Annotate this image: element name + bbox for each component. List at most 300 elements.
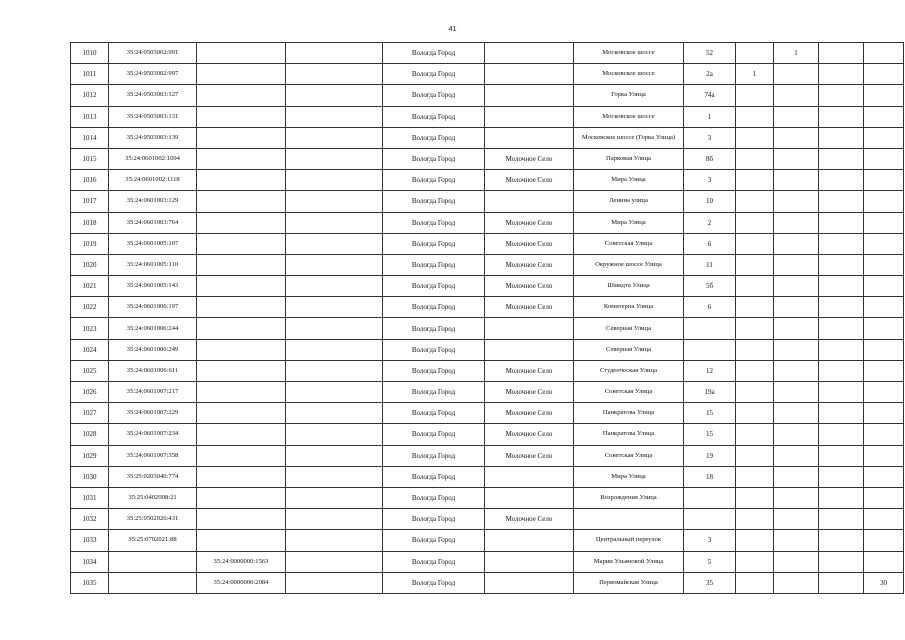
street-cell: Ленина улица <box>574 191 684 212</box>
street-cell: Московское шоссе (Горка Улица) <box>574 127 684 148</box>
cadastral-number-cell: 35:24:0601006:244 <box>109 318 197 339</box>
street-cell: Мира Улица <box>574 466 684 487</box>
extra-cell <box>286 64 383 85</box>
city-cell: Вологда Город <box>383 572 485 593</box>
extra-cell <box>286 85 383 106</box>
row-number-cell: 1034 <box>71 551 109 572</box>
table-row <box>71 487 904 508</box>
building-cadastral-cell: 35:24:0000000:1563 <box>197 551 286 572</box>
structure-cell <box>774 106 819 127</box>
extra-cell <box>286 276 383 297</box>
area-cell <box>864 212 904 233</box>
building-cell <box>736 191 774 212</box>
table-row <box>71 339 904 360</box>
building-cadastral-cell: 35:24:0000000:2084 <box>197 572 286 593</box>
street-cell: Северная Улица <box>574 339 684 360</box>
row-number-cell: 1018 <box>71 212 109 233</box>
building-cadastral-cell <box>197 276 286 297</box>
area-cell <box>864 403 904 424</box>
cadastral-number-cell: 35:24:0601007:217 <box>109 382 197 403</box>
building-cadastral-cell <box>197 424 286 445</box>
extra-cell <box>286 233 383 254</box>
street-cell: Московское шоссе <box>574 43 684 64</box>
structure-cell <box>774 318 819 339</box>
apartment-cell <box>819 254 864 275</box>
house-number-cell: 8б <box>684 148 736 169</box>
cadastral-number-cell: 35:24:0601005:110 <box>109 254 197 275</box>
structure-cell <box>774 297 819 318</box>
city-cell: Вологда Город <box>383 339 485 360</box>
building-cell <box>736 254 774 275</box>
row-number-cell: 1035 <box>71 572 109 593</box>
street-cell: Панкратова Улица <box>574 424 684 445</box>
apartment-cell <box>819 466 864 487</box>
street-cell <box>574 509 684 530</box>
extra-cell <box>286 212 383 233</box>
settlement-cell: Молочное Село <box>485 509 574 530</box>
settlement-cell: Молочное Село <box>485 276 574 297</box>
house-number-cell: 15 <box>684 403 736 424</box>
cadastral-number-cell: 35:24:0503003:131 <box>109 106 197 127</box>
structure-cell <box>774 233 819 254</box>
building-cadastral-cell <box>197 530 286 551</box>
settlement-cell: Молочное Село <box>485 233 574 254</box>
building-cadastral-cell <box>197 64 286 85</box>
house-number-cell: 6 <box>684 233 736 254</box>
apartment-cell <box>819 64 864 85</box>
street-cell: Советская Улица <box>574 445 684 466</box>
cadastral-number-cell: 35:24:0601007:358 <box>109 445 197 466</box>
apartment-cell <box>819 509 864 530</box>
cadastral-number-cell <box>109 572 197 593</box>
building-cadastral-cell <box>197 509 286 530</box>
city-cell: Вологда Город <box>383 403 485 424</box>
building-cell <box>736 212 774 233</box>
city-cell: Вологда Город <box>383 530 485 551</box>
street-cell: Окружное шоссе Улица <box>574 254 684 275</box>
structure-cell <box>774 445 819 466</box>
extra-cell <box>286 148 383 169</box>
house-number-cell: 18 <box>684 466 736 487</box>
extra-cell <box>286 424 383 445</box>
city-cell: Вологда Город <box>383 466 485 487</box>
house-number-cell: 74а <box>684 85 736 106</box>
settlement-cell <box>485 85 574 106</box>
house-number-cell: 11 <box>684 254 736 275</box>
structure-cell <box>774 127 819 148</box>
cadastral-number-cell: 35:24:0503002:991 <box>109 43 197 64</box>
row-number-cell: 1022 <box>71 297 109 318</box>
registry-table <box>70 42 904 594</box>
apartment-cell <box>819 191 864 212</box>
cadastral-number-cell: 35:24:0601006:249 <box>109 339 197 360</box>
building-cadastral-cell <box>197 360 286 381</box>
page-number: 41 <box>448 24 457 33</box>
structure-cell <box>774 64 819 85</box>
house-number-cell: 19 <box>684 445 736 466</box>
house-number-cell: 35 <box>684 572 736 593</box>
street-cell: Советская Улица <box>574 382 684 403</box>
building-cadastral-cell <box>197 382 286 403</box>
structure-cell <box>774 382 819 403</box>
table-row <box>71 466 904 487</box>
extra-cell <box>286 106 383 127</box>
building-cell <box>736 85 774 106</box>
city-cell: Вологда Город <box>383 43 485 64</box>
structure-cell <box>774 487 819 508</box>
area-cell <box>864 148 904 169</box>
city-cell: Вологда Город <box>383 297 485 318</box>
street-cell: Советская Улица <box>574 233 684 254</box>
apartment-cell <box>819 360 864 381</box>
structure-cell <box>774 509 819 530</box>
city-cell: Вологда Город <box>383 212 485 233</box>
street-cell: Центральный переулок <box>574 530 684 551</box>
row-number-cell: 1015 <box>71 148 109 169</box>
city-cell: Вологда Город <box>383 276 485 297</box>
settlement-cell: Молочное Село <box>485 212 574 233</box>
cadastral-number-cell: 35:24:0503003:127 <box>109 85 197 106</box>
building-cadastral-cell <box>197 106 286 127</box>
extra-cell <box>286 487 383 508</box>
city-cell: Вологда Город <box>383 170 485 191</box>
city-cell: Вологда Город <box>383 85 485 106</box>
cadastral-number-cell: 35:24:0601003:129 <box>109 191 197 212</box>
area-cell <box>864 318 904 339</box>
row-number-cell: 1010 <box>71 43 109 64</box>
settlement-cell <box>485 191 574 212</box>
area-cell <box>864 170 904 191</box>
house-number-cell: 6 <box>684 297 736 318</box>
extra-cell <box>286 382 383 403</box>
settlement-cell: Молочное Село <box>485 170 574 191</box>
building-cell <box>736 170 774 191</box>
structure-cell <box>774 403 819 424</box>
area-cell <box>864 233 904 254</box>
settlement-cell: Молочное Село <box>485 445 574 466</box>
building-cell <box>736 106 774 127</box>
city-cell: Вологда Город <box>383 424 485 445</box>
settlement-cell <box>485 551 574 572</box>
table-row <box>71 212 904 233</box>
city-cell: Вологда Город <box>383 254 485 275</box>
settlement-cell <box>485 43 574 64</box>
apartment-cell <box>819 212 864 233</box>
settlement-cell <box>485 106 574 127</box>
house-number-cell: 2 <box>684 212 736 233</box>
street-cell: Горка Улица <box>574 85 684 106</box>
house-number-cell: 2а <box>684 64 736 85</box>
settlement-cell: Молочное Село <box>485 148 574 169</box>
row-number-cell: 1024 <box>71 339 109 360</box>
settlement-cell: Молочное Село <box>485 254 574 275</box>
apartment-cell <box>819 424 864 445</box>
building-cell <box>736 572 774 593</box>
street-cell: Шмидта Улица <box>574 276 684 297</box>
extra-cell <box>286 191 383 212</box>
city-cell: Вологда Город <box>383 509 485 530</box>
house-number-cell: 15 <box>684 424 736 445</box>
extra-cell <box>286 43 383 64</box>
row-number-cell: 1030 <box>71 466 109 487</box>
house-number-cell: 5 <box>684 551 736 572</box>
cadastral-number-cell: 35:24:0601007:234 <box>109 424 197 445</box>
street-cell: Мира Улица <box>574 212 684 233</box>
cadastral-number-cell: 35:24:0601003:764 <box>109 212 197 233</box>
settlement-cell <box>485 487 574 508</box>
cadastral-number-cell: 35:24:0601005:107 <box>109 233 197 254</box>
structure-cell <box>774 148 819 169</box>
building-cadastral-cell <box>197 318 286 339</box>
cadastral-number-cell: 35:25:0402008:21 <box>109 487 197 508</box>
apartment-cell <box>819 318 864 339</box>
building-cell <box>736 360 774 381</box>
city-cell: Вологда Город <box>383 382 485 403</box>
house-number-cell <box>684 509 736 530</box>
house-number-cell: 52 <box>684 43 736 64</box>
table-row <box>71 106 904 127</box>
apartment-cell <box>819 276 864 297</box>
apartment-cell <box>819 487 864 508</box>
settlement-cell: Молочное Село <box>485 424 574 445</box>
extra-cell <box>286 170 383 191</box>
house-number-cell: 1 <box>684 106 736 127</box>
cadastral-number-cell: 35:24:0503003:139 <box>109 127 197 148</box>
city-cell: Вологда Город <box>383 551 485 572</box>
table-row <box>71 318 904 339</box>
building-cadastral-cell <box>197 43 286 64</box>
structure-cell <box>774 254 819 275</box>
cadastral-number-cell <box>109 551 197 572</box>
building-cell <box>736 445 774 466</box>
row-number-cell: 1016 <box>71 170 109 191</box>
building-cell <box>736 297 774 318</box>
table-row <box>71 43 904 64</box>
structure-cell: 1 <box>774 43 819 64</box>
row-number-cell: 1017 <box>71 191 109 212</box>
building-cell: 1 <box>736 64 774 85</box>
house-number-cell: 3 <box>684 127 736 148</box>
extra-cell <box>286 403 383 424</box>
city-cell: Вологда Город <box>383 148 485 169</box>
street-cell: Первомайская Улица <box>574 572 684 593</box>
building-cell <box>736 233 774 254</box>
building-cadastral-cell <box>197 339 286 360</box>
extra-cell <box>286 445 383 466</box>
cadastral-number-cell: 35:25:0502026:431 <box>109 509 197 530</box>
cadastral-number-cell: 35:24:0601006:611 <box>109 360 197 381</box>
structure-cell <box>774 530 819 551</box>
building-cell <box>736 530 774 551</box>
row-number-cell: 1013 <box>71 106 109 127</box>
settlement-cell <box>485 127 574 148</box>
building-cell <box>736 339 774 360</box>
city-cell: Вологда Город <box>383 360 485 381</box>
row-number-cell: 1029 <box>71 445 109 466</box>
row-number-cell: 1026 <box>71 382 109 403</box>
building-cadastral-cell <box>197 170 286 191</box>
row-number-cell: 1011 <box>71 64 109 85</box>
table-row <box>71 551 904 572</box>
extra-cell <box>286 572 383 593</box>
extra-cell <box>286 509 383 530</box>
row-number-cell: 1031 <box>71 487 109 508</box>
building-cell <box>736 127 774 148</box>
area-cell <box>864 382 904 403</box>
house-number-cell: 3 <box>684 530 736 551</box>
row-number-cell: 1020 <box>71 254 109 275</box>
building-cell <box>736 424 774 445</box>
structure-cell <box>774 85 819 106</box>
city-cell: Вологда Город <box>383 127 485 148</box>
building-cell <box>736 43 774 64</box>
area-cell <box>864 445 904 466</box>
row-number-cell: 1012 <box>71 85 109 106</box>
table-row <box>71 297 904 318</box>
apartment-cell <box>819 551 864 572</box>
building-cadastral-cell <box>197 254 286 275</box>
settlement-cell <box>485 339 574 360</box>
house-number-cell <box>684 487 736 508</box>
street-cell: Московское шоссе <box>574 106 684 127</box>
table-row <box>71 403 904 424</box>
city-cell: Вологда Город <box>383 106 485 127</box>
building-cadastral-cell <box>197 297 286 318</box>
city-cell: Вологда Город <box>383 445 485 466</box>
row-number-cell: 1027 <box>71 403 109 424</box>
house-number-cell <box>684 318 736 339</box>
structure-cell <box>774 339 819 360</box>
street-cell: Парковая Улица <box>574 148 684 169</box>
apartment-cell <box>819 43 864 64</box>
building-cadastral-cell <box>197 148 286 169</box>
table-row <box>71 382 904 403</box>
settlement-cell <box>485 466 574 487</box>
area-cell <box>864 64 904 85</box>
structure-cell <box>774 276 819 297</box>
street-cell: Северная Улица <box>574 318 684 339</box>
row-number-cell: 1014 <box>71 127 109 148</box>
table-row <box>71 360 904 381</box>
area-cell <box>864 297 904 318</box>
table-row <box>71 572 904 593</box>
street-cell: Марии Ульяновой Улица <box>574 551 684 572</box>
area-cell <box>864 191 904 212</box>
area-cell: 30 <box>864 572 904 593</box>
building-cadastral-cell <box>197 127 286 148</box>
cadastral-number-cell: 35:24:0601005:143 <box>109 276 197 297</box>
street-cell: Панкратова Улица <box>574 403 684 424</box>
structure-cell <box>774 191 819 212</box>
settlement-cell: Молочное Село <box>485 403 574 424</box>
settlement-cell <box>485 64 574 85</box>
house-number-cell: 12 <box>684 360 736 381</box>
building-cell <box>736 551 774 572</box>
settlement-cell: Молочное Село <box>485 297 574 318</box>
row-number-cell: 1033 <box>71 530 109 551</box>
house-number-cell: 5б <box>684 276 736 297</box>
settlement-cell <box>485 318 574 339</box>
house-number-cell <box>684 339 736 360</box>
table-row <box>71 509 904 530</box>
table-row <box>71 424 904 445</box>
building-cell <box>736 487 774 508</box>
table-row <box>71 530 904 551</box>
row-number-cell: 1032 <box>71 509 109 530</box>
settlement-cell <box>485 530 574 551</box>
settlement-cell <box>485 572 574 593</box>
extra-cell <box>286 318 383 339</box>
city-cell: Вологда Город <box>383 64 485 85</box>
building-cell <box>736 148 774 169</box>
building-cadastral-cell <box>197 403 286 424</box>
cadastral-number-cell: 35:24:0601007:229 <box>109 403 197 424</box>
building-cadastral-cell <box>197 466 286 487</box>
table-row <box>71 254 904 275</box>
building-cell <box>736 318 774 339</box>
cadastral-number-cell: 35:24:0601002:1094 <box>109 148 197 169</box>
row-number-cell: 1021 <box>71 276 109 297</box>
area-cell <box>864 276 904 297</box>
extra-cell <box>286 297 383 318</box>
apartment-cell <box>819 297 864 318</box>
apartment-cell <box>819 445 864 466</box>
table-row <box>71 233 904 254</box>
apartment-cell <box>819 233 864 254</box>
structure-cell <box>774 572 819 593</box>
apartment-cell <box>819 382 864 403</box>
table-row <box>71 127 904 148</box>
cadastral-number-cell: 35:24:0601006:197 <box>109 297 197 318</box>
table-row <box>71 445 904 466</box>
structure-cell <box>774 360 819 381</box>
structure-cell <box>774 212 819 233</box>
street-cell: Московское шоссе <box>574 64 684 85</box>
city-cell: Вологда Город <box>383 191 485 212</box>
area-cell <box>864 360 904 381</box>
table-row <box>71 64 904 85</box>
city-cell: Вологда Город <box>383 318 485 339</box>
building-cell <box>736 276 774 297</box>
area-cell <box>864 551 904 572</box>
apartment-cell <box>819 403 864 424</box>
extra-cell <box>286 466 383 487</box>
apartment-cell <box>819 530 864 551</box>
area-cell <box>864 487 904 508</box>
apartment-cell <box>819 127 864 148</box>
row-number-cell: 1025 <box>71 360 109 381</box>
area-cell <box>864 424 904 445</box>
area-cell <box>864 127 904 148</box>
apartment-cell <box>819 148 864 169</box>
row-number-cell: 1019 <box>71 233 109 254</box>
structure-cell <box>774 466 819 487</box>
table-body <box>71 43 904 594</box>
street-cell: Мира Улица <box>574 170 684 191</box>
building-cadastral-cell <box>197 233 286 254</box>
row-number-cell: 1023 <box>71 318 109 339</box>
extra-cell <box>286 127 383 148</box>
apartment-cell <box>819 85 864 106</box>
area-cell <box>864 509 904 530</box>
table-row <box>71 148 904 169</box>
building-cadastral-cell <box>197 85 286 106</box>
apartment-cell <box>819 170 864 191</box>
apartment-cell <box>819 572 864 593</box>
extra-cell <box>286 339 383 360</box>
house-number-cell: 3 <box>684 170 736 191</box>
area-cell <box>864 254 904 275</box>
